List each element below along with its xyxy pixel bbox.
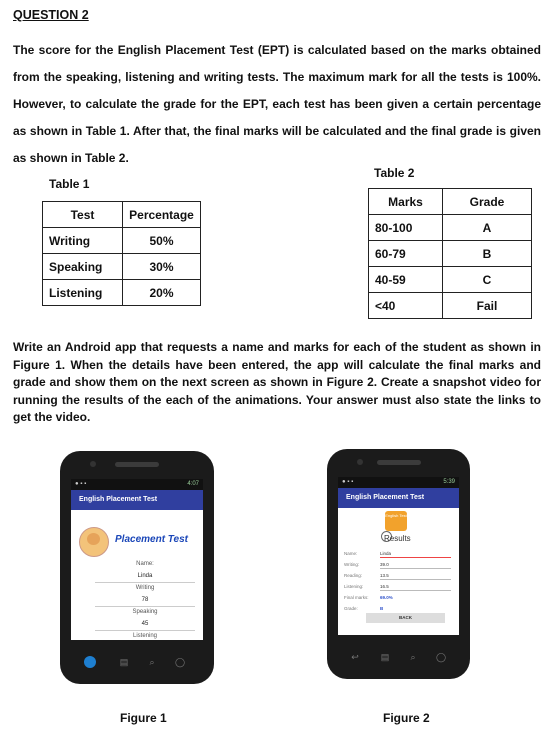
results-title: Results [384,534,411,543]
table-row [43,228,201,254]
result-label: Name: [344,551,358,556]
table-row [369,215,532,241]
student-avatar-icon [79,527,109,557]
table-header-cell: Percentage [123,202,201,228]
table2 [368,188,532,319]
result-row [344,570,453,581]
phone-figure1 [60,451,214,684]
figure2-caption: Figure 2 [383,711,430,725]
recent-nav-icon[interactable]: ◯ [174,657,186,667]
phone-figure2 [327,449,470,679]
home-nav-icon[interactable]: ▤ [119,657,129,667]
name-label: Name: [136,561,154,567]
writing-input[interactable]: 78 [95,595,195,608]
search-nav-icon[interactable]: ⌕ [149,657,155,667]
table-cell: 60-79 [369,241,443,267]
table-row [369,241,532,267]
table-row [369,267,532,293]
input-form [95,559,195,640]
table1 [42,201,201,306]
table-cell: 50% [123,228,201,254]
writing-label: Writing [135,585,155,591]
app-screen-results [338,477,459,635]
table2-caption: Table 2 [374,166,415,180]
result-row [344,548,453,559]
back-nav-icon[interactable]: ↩ [351,652,359,662]
table-cell: C [443,267,532,293]
nav-bar [327,643,470,673]
search-nav-icon[interactable]: ⌕ [410,652,416,662]
table-row [369,293,532,319]
screen-title: Placement Test [115,534,188,545]
status-bar [338,477,459,488]
back-nav-icon[interactable] [84,656,96,668]
final-marks-output: 69.0% [380,595,393,600]
table-cell: Writing [43,228,123,254]
app-bar-title: English Placement Test [338,488,459,508]
table-cell: Speaking [43,254,123,280]
figure1-caption: Figure 1 [120,711,167,725]
result-row [344,581,453,592]
result-row [344,592,453,603]
speaker-grille [115,462,159,467]
table-cell: 30% [123,254,201,280]
writing-output: 39.0 [380,562,451,569]
table-row [43,280,201,306]
reading-output: 13.5 [380,573,451,580]
task-paragraph: Write an Android app that requests a name and marks for each of the student as shown in Figure 1. When the details have been entered, the app will calculate the final marks and grade and show them on the next screen as shown in Figure 2. Create a snapshot video for running the results of the each of the animations. Your answer must also state the links to get the video. [13,340,541,424]
back-button[interactable]: BACK [366,613,445,623]
result-row [344,559,453,570]
speaking-input[interactable]: 45 [95,619,195,632]
app-screen-input [71,479,203,640]
table1-caption: Table 1 [49,177,90,191]
table-cell: A [443,215,532,241]
intro-paragraph: The score for the English Placement Test (EPT) is calculated based on the marks obtained from the speaking, listening and writing tests. The maximum mark for all the tests is 100%. However, to calculate the grade for the EPT, each test has been given a certain percentage as shown in Table 1. After that, the final marks will be calculated and the final grade is given as shown in Table 2. [13,43,541,165]
camera-icon [357,459,363,465]
speaking-label: Speaking [132,609,158,615]
table-header-cell: Grade [443,189,532,215]
result-label: Grade: [344,606,358,611]
camera-icon [90,461,96,467]
table-cell: 40-59 [369,267,443,293]
name-input[interactable]: Linda [95,571,195,584]
speaker-grille [377,460,421,465]
table-cell: <40 [369,293,443,319]
table-header-row [369,189,532,215]
notification-icons: ● ▪ ▪ [75,481,87,487]
table-cell: 20% [123,280,201,306]
nav-bar [60,648,214,678]
name-output: Linda [380,551,451,558]
app-bar-title: English Placement Test [71,490,203,510]
table-cell: Listening [43,280,123,306]
grade-output: B [380,606,384,611]
table-header-cell: Marks [369,189,443,215]
result-label: Writing: [344,562,360,567]
result-label: Reading: [344,573,363,578]
result-label: Listening: [344,584,364,589]
listening-output: 16.5 [380,584,451,591]
status-bar [71,479,203,490]
home-nav-icon[interactable]: ▤ [380,652,390,662]
result-label: Final marks: [344,595,369,600]
notification-icons: ● ▪ ▪ [342,479,354,485]
results-form [344,548,453,614]
question-heading: QUESTION 2 [13,8,89,22]
table-cell: B [443,241,532,267]
recent-nav-icon[interactable]: ◯ [435,652,447,662]
table-cell: Fail [443,293,532,319]
table-header-cell: Test [43,202,123,228]
table-header-row [43,202,201,228]
table-row [43,254,201,280]
status-time: 5:39 [443,479,455,485]
status-time: 4:07 [187,481,199,487]
listening-label: Listening [132,633,158,639]
table-cell: 80-100 [369,215,443,241]
english-test-logo: English Test [385,511,407,531]
